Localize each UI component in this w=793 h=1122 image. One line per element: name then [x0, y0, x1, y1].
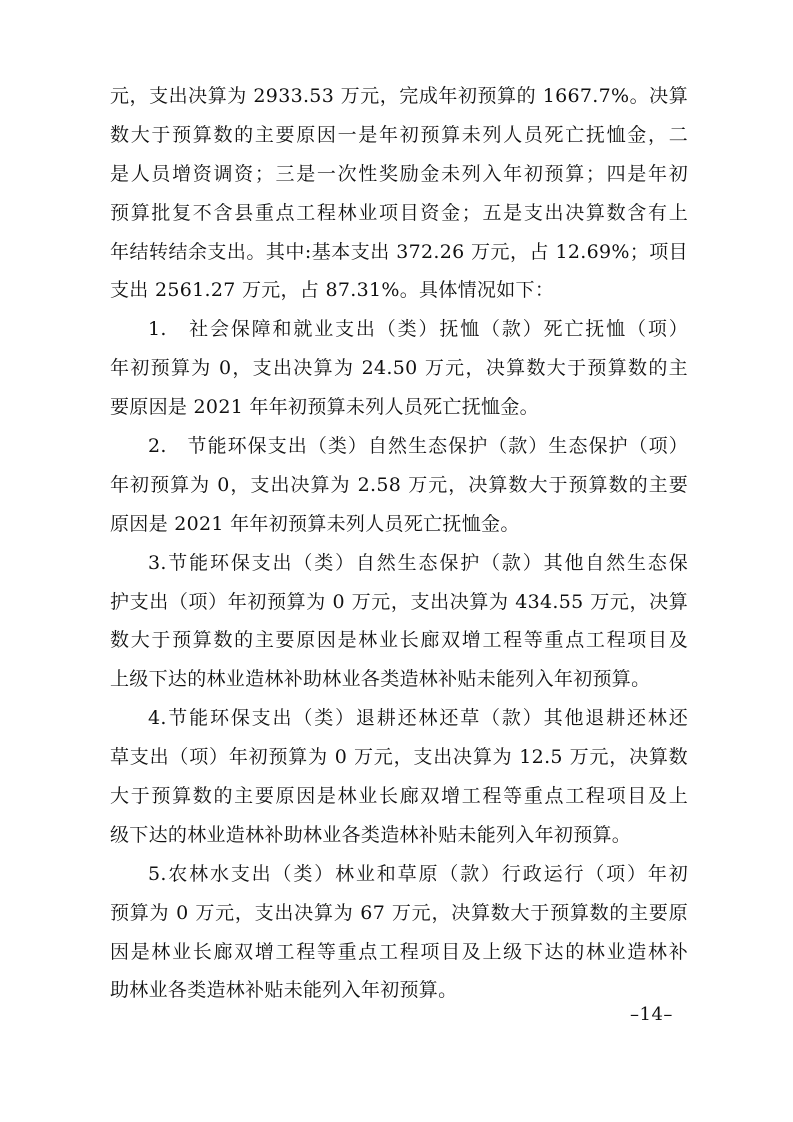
page-number: –14–	[630, 1004, 673, 1025]
text-line: 是人员增资调资；三是一次性奖励金未列入年初预算；四是年初	[110, 162, 688, 185]
text-line: 因是林业长廊双增工程等重点工程项目及上级下达的林业造林补	[110, 940, 688, 963]
paragraph-intro	[110, 77, 688, 310]
text-line: 级下达的林业造林补助林业各类造林补贴未能列入年初预算。	[110, 823, 632, 846]
text-line: 草支出（项）年初预算为 0 万元，支出决算为 12.5 万元，决算数	[110, 746, 688, 769]
text-line: 支出 2561.27 万元，占 87.31%。具体情况如下：	[110, 279, 555, 302]
text-line: 年结转结余支出。其中:基本支出 372.26 万元，占 12.69%；项目	[110, 240, 688, 263]
text-line: 数大于预算数的主要原因是林业长廊双增工程等重点工程项目及	[110, 629, 688, 652]
text-line: 大于预算数的主要原因是林业长廊双增工程等重点工程项目及上	[110, 785, 688, 808]
text-line: 原因是 2021 年年初预算未列人员死亡抚恤金。	[110, 512, 520, 535]
paragraph-item-1	[110, 310, 688, 427]
text-line: 要原因是 2021 年年初预算未列人员死亡抚恤金。	[110, 396, 539, 419]
text-line: 年初预算为 0，支出决算为 2.58 万元，决算数大于预算数的主要	[110, 473, 688, 496]
text-line: 年初预算为 0，支出决算为 24.50 万元，决算数大于预算数的主	[110, 357, 688, 380]
paragraph-item-3	[110, 544, 688, 700]
text-line: 1. 社会保障和就业支出（类）抚恤（款）死亡抚恤（项）	[148, 318, 688, 341]
text-line: 预算为 0 万元，支出决算为 67 万元，决算数大于预算数的主要原	[110, 901, 688, 924]
paragraph-item-2	[110, 427, 688, 544]
paragraph-item-4	[110, 699, 688, 855]
text-line: 助林业各类造林补贴未能列入年初预算。	[110, 979, 458, 1002]
text-line: 元，支出决算为 2933.53 万元，完成年初预算的 1667.7%。决算	[110, 85, 688, 107]
text-line: 数大于预算数的主要原因一是年初预算未列人员死亡抚恤金，二	[110, 123, 688, 146]
text-line: 上级下达的林业造林补助林业各类造林补贴未能列入年初预算。	[110, 668, 651, 691]
text-line: 3.节能环保支出（类）自然生态保护（款）其他自然生态保	[148, 551, 688, 574]
document-body	[110, 77, 688, 1010]
text-line: 护支出（项）年初预算为 0 万元，支出决算为 434.55 万元，决算	[110, 590, 688, 613]
text-line: 2. 节能环保支出（类）自然生态保护（款）生态保护（项）	[148, 435, 688, 458]
text-line: 5.农林水支出（类）林业和草原（款）行政运行（项）年初	[148, 862, 688, 885]
paragraph-item-5	[110, 855, 688, 1011]
text-line: 4.节能环保支出（类）退耕还林还草（款）其他退耕还林还	[148, 707, 688, 730]
text-line: 预算批复不含县重点工程林业项目资金；五是支出决算数含有上	[110, 201, 688, 224]
